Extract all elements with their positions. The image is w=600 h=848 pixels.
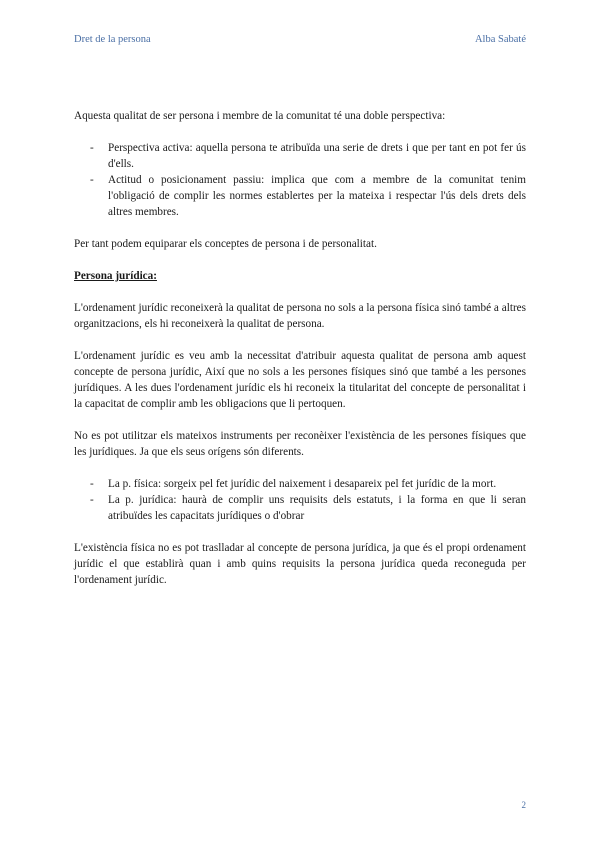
equate-paragraph: Per tant podem equiparar els conceptes de persona i de personalitat.	[74, 238, 377, 250]
body-paragraph: L'existència física no es pot traslladar al concepte de persona jurídica, ja que és el propi ordenament jurídic el que establirà quan i amb quins requisits la persona jurídica queda reconeguda per l'ordenament jurídic.	[74, 542, 526, 586]
section-heading: Persona jurídica:	[74, 270, 157, 282]
list-item-text: Actitud o posicionament passiu: implica que com a membre de la comunitat tenim l'obligació de complir les normes establertes per la mateixa i respectar l'ús dels drets dels altres membres.	[108, 174, 526, 218]
body-paragraph: No es pot utilitzar els mateixos instruments per reconèixer l'existència de les persones físiques que les jurídiques. Ja que els seus orígens són diferents.	[74, 430, 526, 458]
body-paragraph: L'ordenament jurídic reconeixerà la qualitat de persona no sols a la persona física sinó també a altres organitzacions, els hi reconeixerà la qualitat de persona.	[74, 302, 526, 330]
origins-list	[74, 476, 526, 524]
document-body	[74, 108, 526, 604]
header-document-title: Dret de la persona	[74, 34, 151, 45]
list-item: - Perspectiva activa: aquella persona te atribuïda una serie de drets i que per tant en pot fer ús d'ells.	[90, 142, 526, 170]
list-item: - La p. jurídica: haurà de complir uns requisits dels estatuts, i la forma en que li seran atribuïdes les capacitats jurídiques o d'obrar	[90, 494, 526, 522]
page-header	[74, 34, 526, 45]
header-author: Alba Sabaté	[474, 34, 526, 45]
list-item: - Actitud o posicionament passiu: implica que com a membre de la comunitat tenim l'obligació de complir les normes establertes per la mateixa i respectar l'ús dels drets dels altres membres.	[90, 174, 526, 218]
list-item-text: La p. jurídica: haurà de complir uns requisits dels estatuts, i la forma en que li seran atribuïdes les capacitats jurídiques o d'obrar	[108, 494, 526, 522]
intro-paragraph: Aquesta qualitat de ser persona i membre de la comunitat té una doble perspectiva:	[74, 110, 446, 122]
page-number: 2	[521, 800, 526, 810]
list-item-text: Perspectiva activa: aquella persona te atribuïda una serie de drets i que per tant en pot fer ús d'ells.	[108, 142, 526, 170]
list-item: - La p. física: sorgeix pel fet jurídic del naixement i desapareix pel fet jurídic de la mort.	[90, 478, 497, 490]
list-item-text: La p. física: sorgeix pel fet jurídic del naixement i desapareix pel fet jurídic de la mort.	[108, 478, 497, 490]
perspectives-list	[74, 140, 526, 220]
body-paragraph: L'ordenament jurídic es veu amb la necessitat d'atribuir aquesta qualitat de persona amb aquest concepte de persona jurídic, Així que no sols a les persones físiques sinó que també a les persones jurídiques. A les dues l'ordenament jurídic els hi reconeix la titularitat del concepte de personalitat i la capacitat de complir amb les obligacions que li pertoquen.	[74, 350, 526, 410]
